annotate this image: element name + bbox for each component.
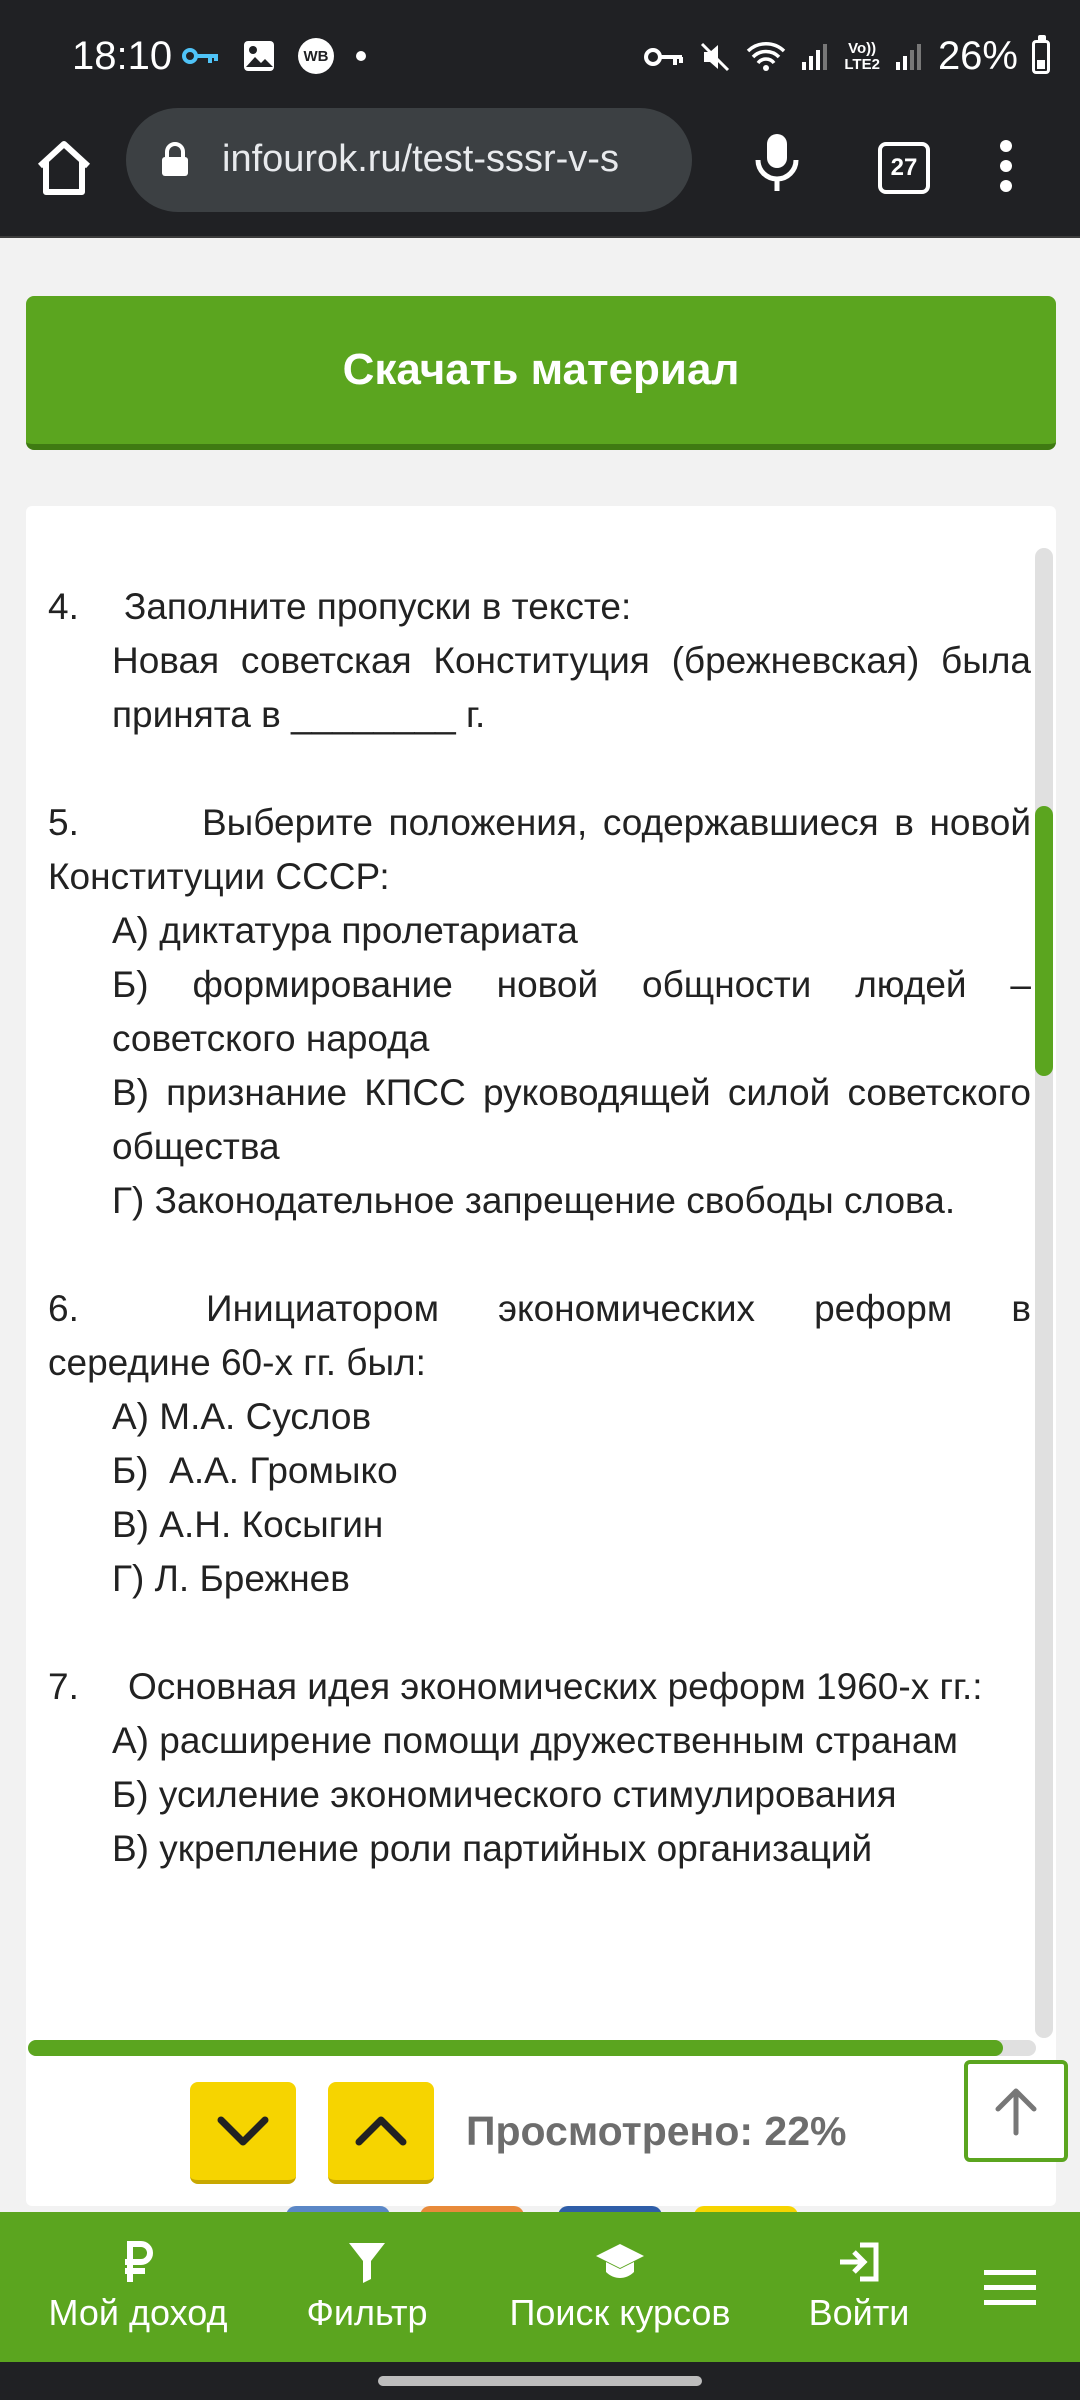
answer-option: Г) Законодательное запрещение свободы слова. — [112, 1180, 956, 1221]
graduation-cap-icon — [595, 2242, 645, 2282]
status-left-icons — [182, 38, 366, 74]
address-bar[interactable] — [126, 108, 692, 212]
download-material-button[interactable]: Скачать материал — [26, 296, 1056, 450]
login-icon — [838, 2241, 880, 2283]
answer-option: В) признание КПСС руководящей силой советского общества — [112, 1072, 1031, 1167]
nav-login[interactable] — [804, 2236, 914, 2334]
battery-icon — [1032, 40, 1050, 74]
answer-option: Б) А.А. Громыко — [112, 1450, 398, 1491]
arrow-up-icon — [992, 2085, 1040, 2137]
notification-dot — [356, 51, 366, 61]
signal-2-icon — [894, 42, 924, 72]
question-text: Выберите положения, содержавшиеся в новой Конституции СССР: — [48, 802, 1031, 897]
question-text: Инициатором экономических реформ в середине 60-х гг. был: — [48, 1288, 1031, 1383]
nav-course-search[interactable] — [506, 2236, 734, 2334]
wifi-icon — [746, 41, 786, 73]
gesture-bar — [0, 2362, 1080, 2400]
vpn-key-icon — [644, 45, 684, 69]
answer-option: В) А.Н. Косыгин — [112, 1504, 384, 1545]
question-4 — [48, 580, 1031, 742]
url-text: infourok.ru/test-sssr-v-s — [222, 138, 619, 180]
answer-option: Б) формирование новой общности людей – советского народа — [112, 964, 1031, 1059]
next-page-button[interactable] — [190, 2082, 296, 2184]
lock-icon — [160, 142, 190, 178]
answer-option: А) расширение помощи дружественным странам — [112, 1720, 958, 1761]
nav-label: Поиск курсов — [509, 2292, 731, 2333]
image-icon — [242, 39, 276, 73]
status-right-icons — [644, 34, 1050, 79]
home-icon[interactable] — [32, 136, 96, 200]
nav-label: Войти — [808, 2292, 910, 2333]
answer-option: А) М.А. Суслов — [112, 1396, 372, 1437]
vertical-scrollbar-track[interactable] — [1035, 548, 1053, 2038]
question-text: Заполните пропуски в тексте: — [124, 586, 632, 627]
more-vert-icon[interactable] — [998, 138, 1014, 194]
scroll-to-top-button[interactable] — [964, 2060, 1068, 2162]
signal-icon — [800, 42, 830, 72]
lte-indicator: Vo)) LTE2 — [844, 39, 880, 73]
battery-percent: 26% — [937, 34, 1018, 78]
status-time: 18:10 — [72, 34, 173, 78]
answer-option: Г) Л. Брежнев — [112, 1558, 350, 1599]
browser-toolbar — [0, 118, 1080, 238]
question-body: Новая советская Конституция (брежневская) была принята в ________ г. — [112, 640, 1031, 735]
tabs-count-button[interactable]: 27 — [878, 142, 930, 194]
question-7 — [48, 1660, 1031, 1876]
nav-my-income[interactable] — [46, 2236, 230, 2334]
mic-icon[interactable] — [752, 132, 802, 196]
question-number: 6. — [48, 1288, 79, 1329]
bottom-navigation — [0, 2212, 1080, 2362]
question-text: Основная идея экономических реформ 1960-х гг.: — [128, 1666, 983, 1707]
key-icon — [182, 46, 220, 66]
nav-filter[interactable] — [300, 2236, 434, 2334]
status-bar — [0, 0, 1080, 118]
question-number: 4. — [48, 586, 79, 627]
chevron-up-icon — [354, 2114, 408, 2148]
answer-option: Б) усиление экономического стимулирования — [112, 1774, 897, 1815]
answer-option: В) укрепление роли партийных организаций — [112, 1828, 873, 1869]
question-6 — [48, 1282, 1031, 1606]
answer-option: А) диктатура пролетариата — [112, 910, 578, 951]
vertical-scrollbar-thumb[interactable] — [1035, 806, 1053, 1076]
horizontal-scrollbar-thumb[interactable] — [28, 2040, 1003, 2056]
nav-label: Фильтр — [306, 2292, 428, 2333]
question-number: 7. — [48, 1666, 79, 1707]
previous-page-button[interactable] — [328, 2082, 434, 2184]
document-content — [48, 580, 1031, 2030]
wb-badge: WB — [298, 38, 334, 74]
filter-icon — [347, 2241, 387, 2283]
mute-icon — [698, 40, 732, 74]
ruble-icon — [122, 2240, 154, 2284]
nav-label: Мой доход — [48, 2292, 228, 2333]
viewed-progress-text: Просмотрено: 22% — [466, 2108, 847, 2154]
question-5 — [48, 796, 1031, 1228]
hamburger-menu-icon[interactable] — [984, 2270, 1036, 2306]
question-number: 5. — [48, 802, 79, 843]
gesture-pill[interactable] — [378, 2376, 702, 2386]
chevron-down-icon — [216, 2114, 270, 2148]
